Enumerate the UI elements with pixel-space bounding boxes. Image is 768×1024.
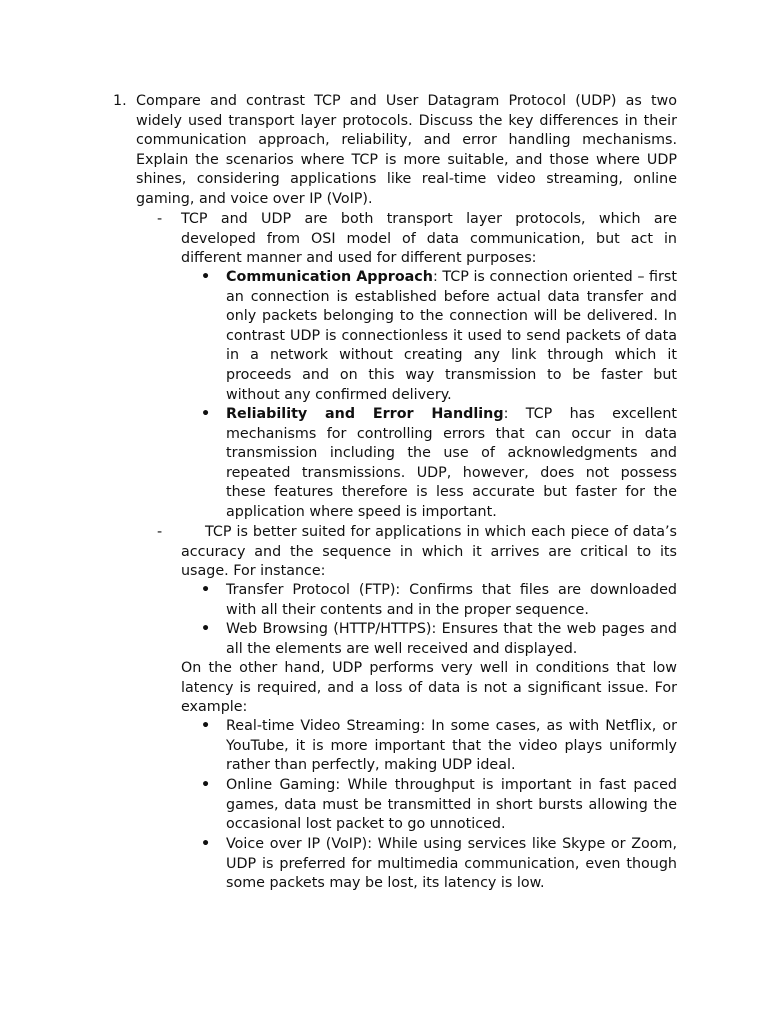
question-number: 1. xyxy=(113,93,127,109)
voip-item: Voice over IP (VoIP): While using services like Skype or Zoom, UDP is preferred for multimedia communication, even though some packets may be lost, its latency is low. xyxy=(226,836,677,892)
bullet-marker: • xyxy=(201,777,211,793)
ftp-item: Transfer Protocol (FTP): Confirms that files are downloaded with all their contents and in the proper sequence. xyxy=(226,582,677,618)
communication-approach-text: : TCP is connection oriented – first an connection is established before actual data transfer and only packets belonging to the connection will be delivered. In contrast UDP is connectionless it used to send packets of data in a network without creating any link through which it proceeds and on this way transmission to be faster but without any confirmed delivery. xyxy=(226,269,677,403)
bullet-marker: • xyxy=(201,269,211,285)
bullet-marker: • xyxy=(201,621,211,637)
bullet-marker: • xyxy=(201,406,211,422)
reliability-label: Reliability and Error Handling xyxy=(226,406,504,422)
bullet-marker: • xyxy=(201,718,211,734)
video-streaming-item: Real-time Video Streaming: In some cases, as with Netflix, or YouTube, it is more important that the video plays uniformly rather than perfectly, making UDP ideal. xyxy=(226,718,677,774)
dash-marker: - xyxy=(157,211,163,227)
question-text: Compare and contrast TCP and User Datagram Protocol (UDP) as two widely used transport layer protocols. Discuss the key differences in their communication approach, reliability, and error handling mechanisms. Explain the scenarios where TCP is more suitable, and those where UDP shines, considering applications like real-time video streaming, online gaming, and voice over IP (VoIP). xyxy=(136,93,677,207)
dash-marker: - xyxy=(157,524,163,540)
reliability-item xyxy=(226,405,677,523)
communication-approach-label: Communication Approach xyxy=(226,269,433,285)
section2-intro: TCP is better suited for applications in which each piece of data’s accuracy and the sequence in which it arrives are critical to its usage. For instance: xyxy=(181,524,677,580)
udp-intro: On the other hand, UDP performs very well in conditions that low latency is required, and a loss of data is not a significant issue. For example: xyxy=(181,660,677,716)
section1-intro: TCP and UDP are both transport layer protocols, which are developed from OSI model of data communication, but act in different manner and used for different purposes: xyxy=(181,211,677,267)
communication-approach-item xyxy=(226,268,677,405)
bullet-marker: • xyxy=(201,582,211,598)
bullet-marker: • xyxy=(201,836,211,852)
web-browsing-item: Web Browsing (HTTP/HTTPS): Ensures that the web pages and all the elements are well received and displayed. xyxy=(226,621,677,657)
online-gaming-item: Online Gaming: While throughput is important in fast paced games, data must be transmitted in short bursts allowing the occasional lost packet to go unnoticed. xyxy=(226,777,677,833)
reliability-text: : TCP has excellent mechanisms for controlling errors that can occur in data transmission including the use of acknowledgments and repeated transmissions. UDP, however, does not possess these features therefore is less accurate but faster for the application where speed is important. xyxy=(226,406,677,520)
